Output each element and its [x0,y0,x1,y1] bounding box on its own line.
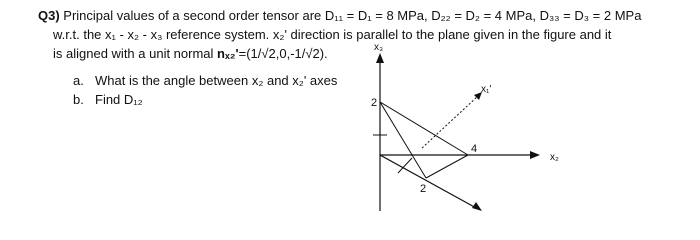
plane-edge-bottom [426,155,468,178]
intercept-x3-label: 2 [371,97,378,109]
part-b-text: Find D₁₂ [95,92,143,107]
plane-edge-left [380,102,426,178]
question-text-3a: is aligned with a unit normal [53,46,218,61]
x2-axis-label: x₂ [550,152,559,163]
part-a-text: What is the angle between x₂ and x₂' axes [95,73,338,88]
question-line-1 [38,6,678,25]
question-text-1: Principal values of a second order tensor are D₁₁ = D₁ = 8 MPa, D₂₂ = D₂ = 4 MPa, D₃₃ = D₃ = 2 MPa [63,8,642,23]
x1prime-axis-label: x₁' [481,84,492,95]
part-b-label: b. [73,92,84,107]
intercept-x1-label: 2 [420,183,427,195]
question-number: Q3) [38,8,60,23]
x1-axis-line [380,155,478,209]
x3-arrowhead [376,53,384,63]
x1-arrowhead [472,202,482,211]
plane-edge-top [380,102,468,155]
part-b [73,90,337,109]
normal-symbol: nₓ₂' [217,46,239,61]
part-a [73,71,337,90]
x1prime-dashed-line [422,96,478,148]
plane-figure [340,38,600,211]
question-text-3b: =(1/√2,0,-1/√2). [238,46,328,61]
intercept-x2-label: 4 [471,143,478,155]
x2-arrowhead [530,151,540,159]
x3-axis-label: x₃ [374,42,384,53]
sub-questions [73,71,337,109]
question-line-2: w.r.t. the x₁ - x₂ - x₃ reference system. x₂' direction is parallel to the plane given in the figure and it [53,27,612,42]
part-a-label: a. [73,73,84,88]
